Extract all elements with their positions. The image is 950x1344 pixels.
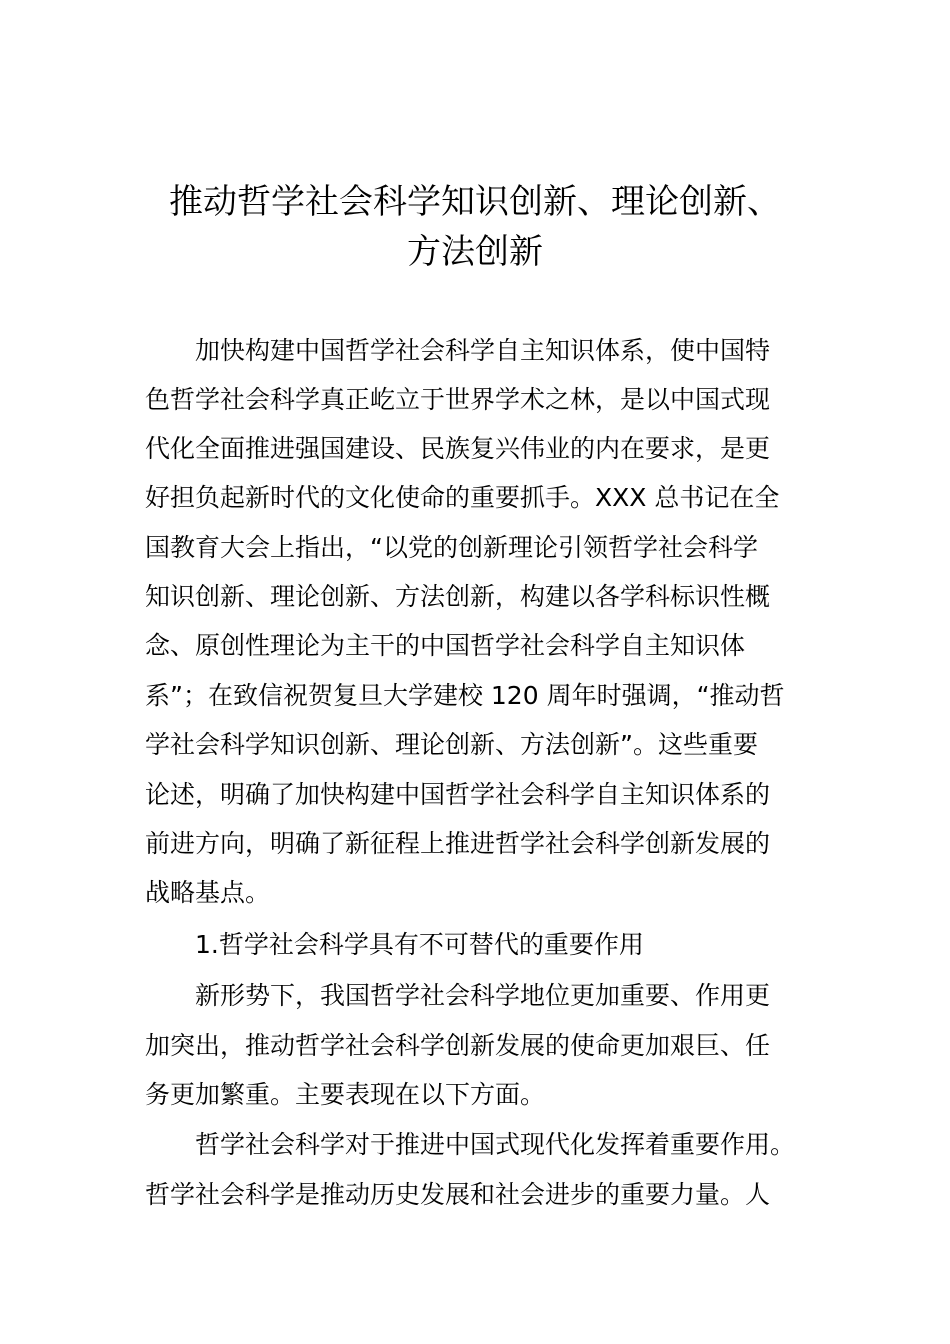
paragraph-line: 前进方向，明确了新征程上推进哲学社会科学创新发展的 [145, 829, 771, 858]
paragraph-line: 知识创新、理论创新、方法创新，构建以各学科标识性概 [145, 582, 771, 611]
paragraph-line: 论述，明确了加快构建中国哲学社会科学自主知识体系的 [145, 780, 771, 809]
paragraph-line: 新形势下，我国哲学社会科学地位更加重要、作用更 [195, 981, 771, 1010]
paragraph-line: 加快构建中国哲学社会科学自主知识体系，使中国特 [195, 336, 771, 365]
section-heading: 1.哲学社会科学具有不可替代的重要作用 [195, 930, 644, 959]
paragraph-line: 加突出，推动哲学社会科学创新发展的使命更加艰巨、任 [145, 1031, 771, 1060]
paragraph-line: 好担负起新时代的文化使命的重要抓手。XXX 总书记在全 [145, 483, 780, 512]
paragraph-line: 务更加繁重。主要表现在以下方面。 [145, 1080, 546, 1109]
paragraph-line: 哲学社会科学是推动历史发展和社会进步的重要力量。人 [145, 1180, 771, 1209]
paragraph-line: 战略基点。 [145, 878, 271, 907]
paragraph-line: 色哲学社会科学真正屹立于世界学术之林，是以中国式现 [145, 385, 771, 414]
paragraph-line: 学社会科学知识创新、理论创新、方法创新”。这些重要 [145, 730, 758, 759]
paragraph-line: 念、原创性理论为主干的中国哲学社会科学自主知识体 [145, 631, 746, 660]
paragraph-line: 哲学社会科学对于推进中国式现代化发挥着重要作用。 [195, 1130, 796, 1159]
paragraph-line: 系”；在致信祝贺复旦大学建校 120 周年时强调，“推动哲 [145, 681, 785, 710]
document-title-line-1: 推动哲学社会科学知识创新、理论创新、 [169, 182, 781, 222]
document-title-line-2: 方法创新 [407, 232, 543, 272]
paragraph-line: 代化全面推进强国建设、民族复兴伟业的内在要求，是更 [145, 434, 771, 463]
paragraph-line: 国教育大会上指出，“以党的创新理论引领哲学社会科学 [145, 533, 758, 562]
